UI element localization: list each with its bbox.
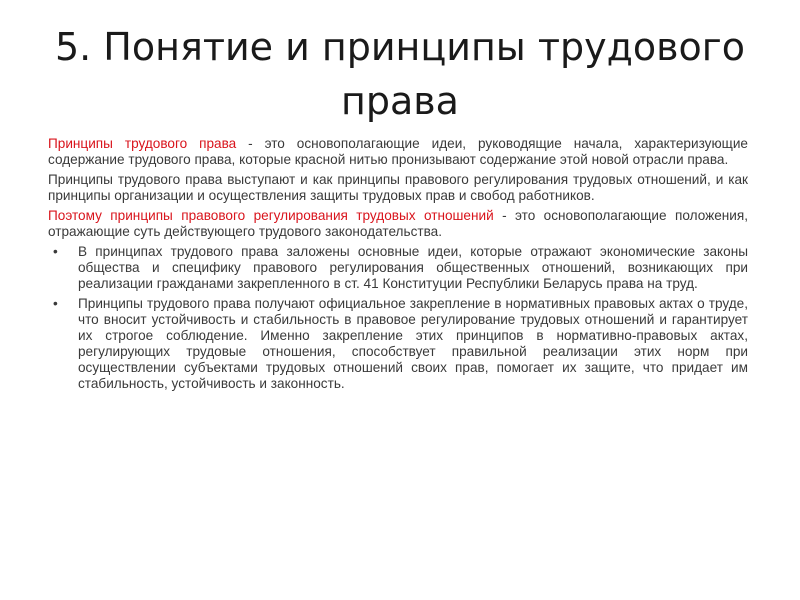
paragraph-text: - это основополагающие идеи, руководящие начала, характеризующие содержание трудового права, которые красной нитью пронизывают содержание этой новой отрасли права. — [48, 136, 748, 167]
highlighted-term: Принципы трудового права — [48, 136, 237, 151]
slide-title: 5. Понятие и принципы трудового права — [54, 25, 746, 123]
bullet-icon: • — [53, 296, 58, 311]
list-item — [48, 296, 748, 392]
paragraph-role: Принципы трудового права выступают и как принципы правового регулирования трудовых отношений, и как принципы организации и осуществления защиты трудовых прав и свобод работников. — [48, 172, 748, 203]
highlighted-term: Поэтому принципы правового регулирования трудовых отношений — [48, 208, 494, 223]
list-item-text: В принципах трудового права заложены основные идеи, которые отражают экономические законы общества и специфику правового регулирования общественных отношений, возникающих при реализации гражданами закрепленного в ст. 41 Конституции Республики Беларусь права на труд. — [78, 244, 748, 291]
paragraph-text: - это основополагающие положения, отражающие суть действующего трудового законодательства. — [48, 208, 748, 239]
list-item — [48, 244, 748, 292]
paragraph-definition — [48, 136, 748, 168]
bullet-icon: • — [53, 244, 58, 259]
list-item-text: Принципы трудового права получают официальное закрепление в нормативных правовых актах о труде, что вносит устойчивость и стабильность в правовое регулирование трудовых отношений и гарантирует их строгое соблюдение. Именно закрепление этих принципов в нормативно-правовых актах, регулирующих трудовые отношения, способствует правильной реализации этих норм при осуществлении субъектами трудовых отношений своих прав, помогает их защите, что придает им стабильность, устойчивость и законность. — [78, 296, 748, 391]
paragraph-regulation — [48, 208, 748, 240]
bullet-list — [48, 244, 748, 392]
slide-content — [48, 136, 748, 396]
